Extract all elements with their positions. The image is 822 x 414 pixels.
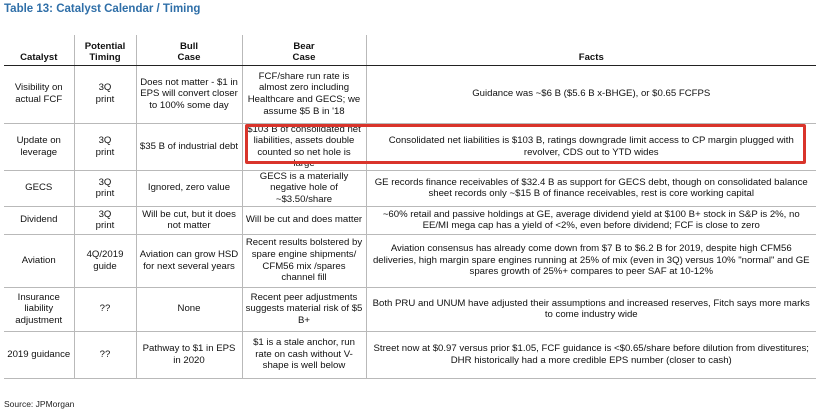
- source-note: Source: JPMorgan: [4, 399, 75, 409]
- timing-cell: ??: [74, 287, 136, 331]
- col-header-catalyst: Catalyst: [4, 35, 74, 65]
- timing-cell: ??: [74, 331, 136, 378]
- bear-cell: Recent peer adjustments suggests material risk of $5 B+: [242, 287, 366, 331]
- bull-cell: Does not matter - $1 in EPS will convert closer to 100% some day: [136, 65, 242, 123]
- bull-cell: Aviation can grow HSD for next several years: [136, 234, 242, 287]
- table-row: [4, 65, 816, 123]
- header-row: [4, 35, 816, 65]
- table-row: [4, 123, 816, 170]
- facts-cell: Guidance was ~$6 B ($5.6 B x-BHGE), or $0.65 FCFPS: [366, 65, 816, 123]
- table-row: [4, 287, 816, 331]
- catalyst-cell: Dividend: [4, 206, 74, 234]
- bear-cell: Will be cut and does matter: [242, 206, 366, 234]
- bear-cell: GECS is a materially negative hole of ~$3.50/share: [242, 170, 366, 206]
- bear-cell: Recent results bolstered by spare engine shipments/ CFM56 mix /spares channel fill: [242, 234, 366, 287]
- timing-cell: 3Q print: [74, 65, 136, 123]
- timing-cell: 3Q print: [74, 170, 136, 206]
- table-row: [4, 331, 816, 378]
- bull-cell: $35 B of industrial debt: [136, 123, 242, 170]
- catalyst-cell: Visibility on actual FCF: [4, 65, 74, 123]
- catalyst-cell: Insurance liability adjustment: [4, 287, 74, 331]
- facts-cell: Street now at $0.97 versus prior $1.05, FCF guidance is <$0.65/share before dilution from divestitures; DHR historically had a more credible EPS number (closer to cash): [366, 331, 816, 378]
- facts-cell: Consolidated net liabilities is $103 B, ratings downgrade limit access to CP margin plugged with revolver, CDS out to YTD wides: [366, 123, 816, 170]
- table-title: Table 13: Catalyst Calendar / Timing: [4, 3, 201, 15]
- facts-cell: GE records finance receivables of $32.4 B as support for GECS debt, though on consolidated balance sheet records only ~$15 B of finance receivables, rest is core working capital: [366, 170, 816, 206]
- col-header-bull: Bull Case: [136, 35, 242, 65]
- table-row: [4, 170, 816, 206]
- timing-cell: 3Q print: [74, 206, 136, 234]
- col-header-facts: Facts: [366, 35, 816, 65]
- table-row: [4, 234, 816, 287]
- bull-cell: Will be cut, but it does not matter: [136, 206, 242, 234]
- bear-cell: $103 B of consolidated net liabilities, assets double counted so net hole is large: [242, 123, 366, 170]
- facts-cell: Both PRU and UNUM have adjusted their assumptions and increased reserves, Fitch says more marks to come industry wide: [366, 287, 816, 331]
- catalyst-cell: Update on leverage: [4, 123, 74, 170]
- bear-cell: $1 is a stale anchor, run rate on cash without V-shape is well below: [242, 331, 366, 378]
- col-header-bear: Bear Case: [242, 35, 366, 65]
- facts-cell: Aviation consensus has already come down from $7 B to $6.2 B for 2019, despite high CFM56 deliveries, high margin spare engines running at 25% of mix (even in 3Q) versus 10% "normal" and GE spares growth of 25%+ compares to peer SAF at 10-12%: [366, 234, 816, 287]
- bull-cell: Pathway to $1 in EPS in 2020: [136, 331, 242, 378]
- timing-cell: 4Q/2019 guide: [74, 234, 136, 287]
- bull-cell: None: [136, 287, 242, 331]
- col-header-timing: Potential Timing: [74, 35, 136, 65]
- catalyst-table: [4, 35, 816, 379]
- bear-cell: FCF/share run rate is almost zero including Healthcare and GECS; we assume $5 B in '18: [242, 65, 366, 123]
- catalyst-cell: Aviation: [4, 234, 74, 287]
- catalyst-cell: GECS: [4, 170, 74, 206]
- catalyst-cell: 2019 guidance: [4, 331, 74, 378]
- facts-cell: ~60% retail and passive holdings at GE, average dividend yield at $100 B+ stock in S&P is 2%, no EE/MI mega cap has a yield of <2%, even before dividend; FCF is close to zero: [366, 206, 816, 234]
- table-row: [4, 206, 816, 234]
- timing-cell: 3Q print: [74, 123, 136, 170]
- bull-cell: Ignored, zero value: [136, 170, 242, 206]
